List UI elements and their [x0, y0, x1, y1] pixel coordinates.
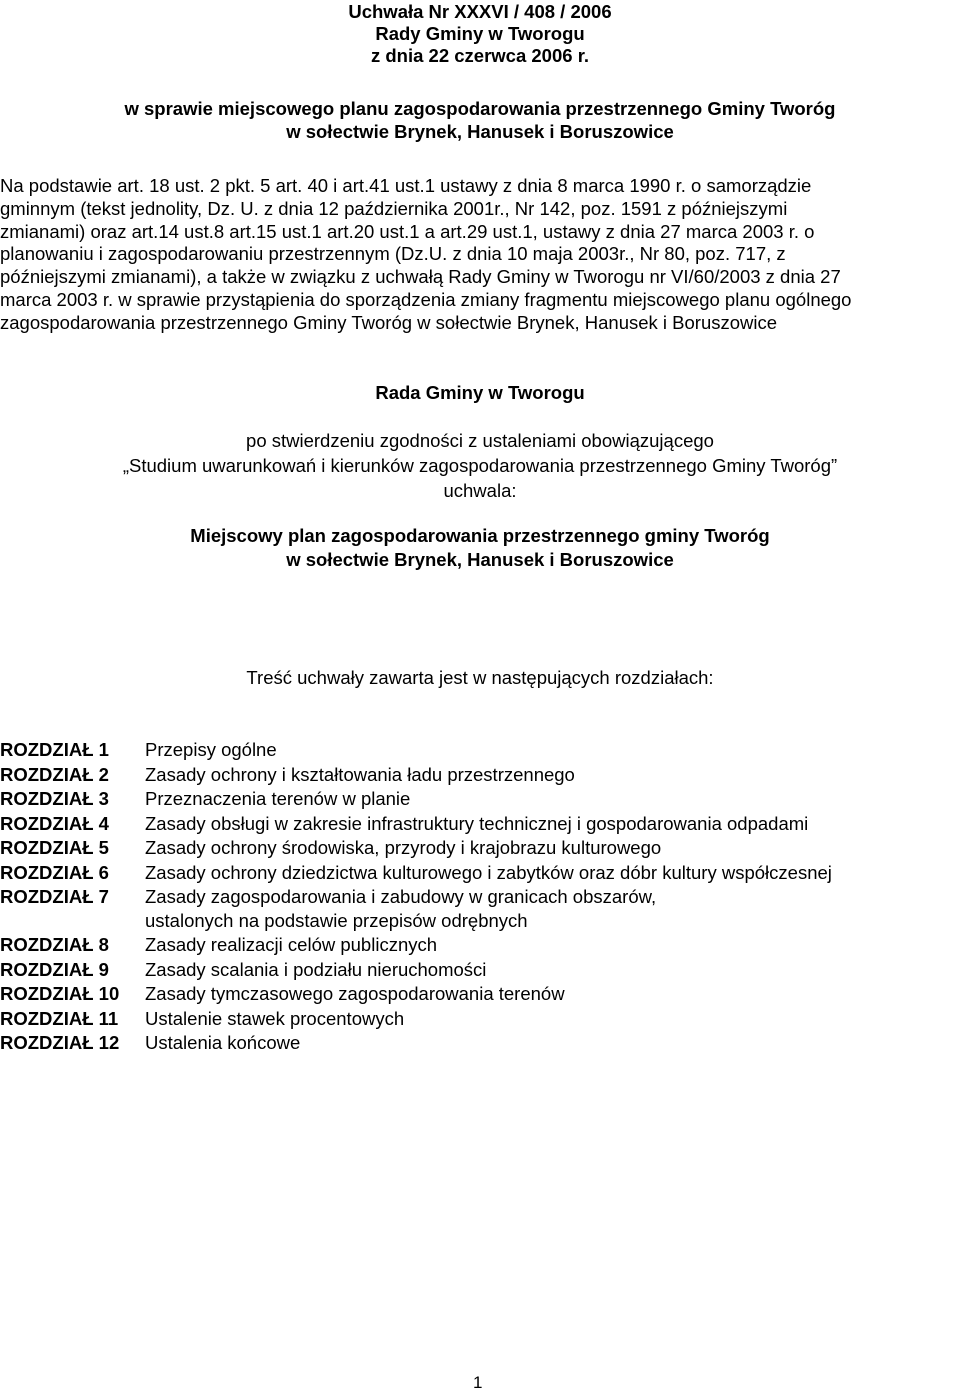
study-title: „Studium uwarunkowań i kierunków zagospodarowania przestrzennego Gminy Tworóg”: [122, 455, 838, 476]
legal-basis-line: zmianami) oraz art.14 ust.8 art.15 ust.1 art.20 ust.1 a art.29 ust.1, ustawy z dnia 27 marca 2003 r. o: [0, 220, 815, 242]
legal-basis-line: późniejszymi zmianami), a także w związku z uchwałą Rady Gminy w Tworogu nr VI/60/2003 z dnia 27: [0, 266, 841, 288]
chapter-title: Zasady scalania i podziału nieruchomości: [145, 959, 487, 980]
plan-title-line-2: w sołectwie Brynek, Hanusek i Boruszowice: [286, 549, 674, 570]
legal-basis-line: marca 2003 r. w sprawie przystąpienia do sporządzenia zmiany fragmentu miejscowego planu ogólnego: [0, 288, 852, 310]
legal-basis-line: planowaniu i zagospodarowaniu przestrzennym (Dz.U. z dnia 10 maja 2003r., Nr 80, poz. 717, z: [0, 243, 786, 265]
subject-line-1: w sprawie miejscowego planu zagospodarowania przestrzennego Gminy Tworóg: [124, 98, 836, 119]
chapter-title: Zasady obsługi w zakresie infrastruktury technicznej i gospodarowania odpadami: [145, 813, 809, 834]
chapter-label: ROZDZIAŁ 3: [0, 788, 109, 809]
chapter-label: ROZDZIAŁ 10: [0, 983, 120, 1004]
chapter-title: Zasady zagospodarowania i zabudowy w granicach obszarów,: [145, 886, 657, 907]
chapter-title: Przeznaczenia terenów w planie: [145, 788, 411, 809]
chapter-label: ROZDZIAŁ 5: [0, 837, 109, 858]
resolution-number: Uchwała Nr XXXVI / 408 / 2006: [348, 1, 612, 22]
chapter-title: Zasady ochrony dziedzictwa kulturowego i zabytków oraz dóbr kultury współczesnej: [145, 862, 832, 883]
chapter-title: Zasady realizacji celów publicznych: [145, 934, 438, 955]
page-number: 1: [473, 1373, 483, 1392]
chapter-title: Zasady ochrony środowiska, przyrody i krajobrazu kulturowego: [145, 837, 662, 858]
chapter-label: ROZDZIAŁ 7: [0, 886, 109, 907]
chapter-label: ROZDZIAŁ 11: [0, 1008, 119, 1029]
resolution-statement-1: po stwierdzeniu zgodności z ustaleniami obowiązującego: [246, 430, 714, 451]
legal-basis-line: gminnym (tekst jednolity, Dz. U. z dnia 12 października 2001r., Nr 142, poz. 1591 z późniejszymi: [0, 197, 788, 219]
contents-intro: Treść uchwały zawarta jest w następujących rozdziałach:: [246, 667, 714, 688]
resolves-word: uchwala:: [443, 480, 517, 501]
legal-basis-line: zagospodarowania przestrzennego Gminy Tworóg w sołectwie Brynek, Hanusek i Boruszowice: [0, 311, 778, 333]
resolution-date: z dnia 22 czerwca 2006 r.: [370, 45, 590, 66]
council-heading: Rada Gminy w Tworogu: [375, 382, 585, 403]
chapter-title: Ustalenia końcowe: [145, 1032, 301, 1053]
chapter-label: ROZDZIAŁ 8: [0, 934, 109, 955]
chapter-title: Zasady tymczasowego zagospodarowania terenów: [145, 983, 565, 1004]
chapter-title: Ustalenie stawek procentowych: [145, 1008, 405, 1029]
chapter-label: ROZDZIAŁ 6: [0, 862, 109, 883]
plan-title-line-1: Miejscowy plan zagospodarowania przestrzennego gminy Tworóg: [190, 525, 770, 546]
chapter-label: ROZDZIAŁ 2: [0, 764, 109, 785]
chapter-title: Zasady ochrony i kształtowania ładu przestrzennego: [145, 764, 575, 785]
chapter-title: Przepisy ogólne: [145, 739, 277, 760]
chapter-label: ROZDZIAŁ 1: [0, 739, 109, 760]
chapter-title-continued: ustalonych na podstawie przepisów odrębnych: [145, 910, 528, 931]
council-name: Rady Gminy w Tworogu: [375, 23, 585, 44]
chapter-label: ROZDZIAŁ 12: [0, 1032, 120, 1053]
chapter-label: ROZDZIAŁ 4: [0, 813, 109, 834]
subject-line-2: w sołectwie Brynek, Hanusek i Boruszowice: [286, 121, 674, 142]
legal-basis-line: Na podstawie art. 18 ust. 2 pkt. 5 art. 40 i art.41 ust.1 ustawy z dnia 8 marca 1990 r. o samorządzie: [0, 175, 812, 196]
chapter-label: ROZDZIAŁ 9: [0, 959, 109, 980]
